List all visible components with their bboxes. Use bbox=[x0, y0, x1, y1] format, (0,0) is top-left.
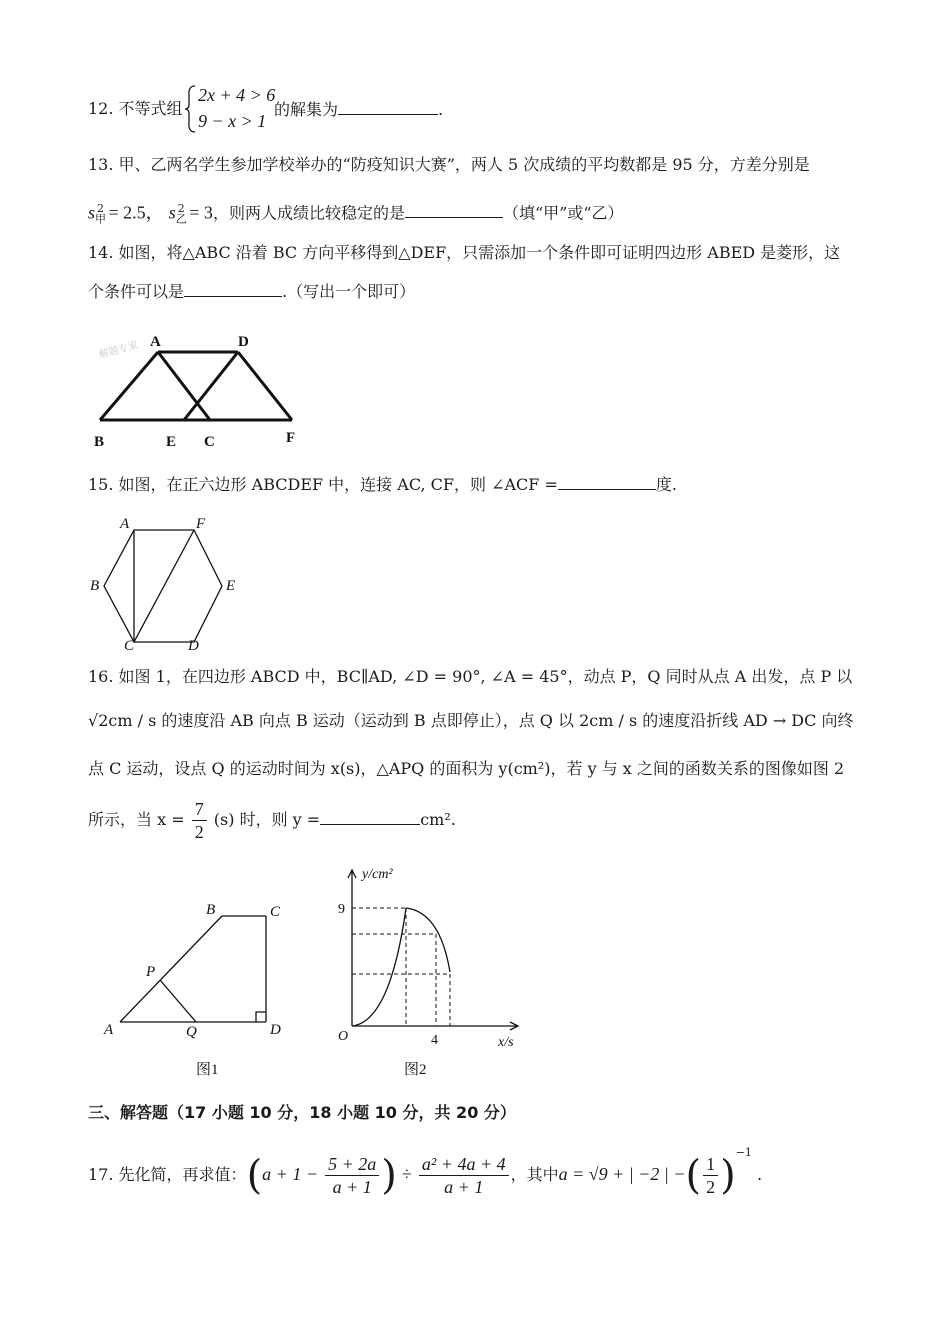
fig1-label-D: D bbox=[270, 1022, 281, 1038]
fig2-y9: 9 bbox=[338, 902, 345, 917]
q12-eq1: 2x + 4 > 6 bbox=[198, 85, 276, 105]
fig1-caption: 图1 bbox=[196, 1062, 219, 1078]
q15-label-B: B bbox=[90, 578, 100, 594]
q15-label-D: D bbox=[188, 638, 199, 654]
q12-text: 12. 不等式组 bbox=[88, 99, 183, 118]
fig1-label-A: A bbox=[104, 1022, 114, 1038]
q13-line2: $s_甲^2 = 2.5$， $s_乙^2 = 3$，则两人成绩比较稳定的是 （填“甲”或“乙） bbox=[88, 202, 624, 226]
q15-hexagon-figure bbox=[88, 512, 248, 654]
fig2-origin: O bbox=[338, 1029, 349, 1044]
q12-answer-blank[interactable] bbox=[338, 98, 438, 115]
q14-line1: 14. 如图，将△ABC 沿着 BC 方向平移得到△DEF，只需添加一个条件即可证明四边形 ABED 是菱形，这 bbox=[88, 243, 841, 262]
q15-label-E: E bbox=[226, 578, 236, 594]
q17-fraction-2: $\frac{\text{a² + 4a + 4}}{a + 1}$ bbox=[419, 1153, 509, 1198]
q15-answer-blank[interactable] bbox=[558, 473, 656, 490]
q17-text: 17. 先化简，再求值：(a + 1 − $\frac{5 + 2a}{a + 1}$ ) ÷ $\frac{\text{a² + 4a + 4}}{a + 1}$ ，其中a = √9 + | −2 | −( $\frac{1}{2}$ )$^{-1}$ . bbox=[88, 1146, 763, 1199]
q16-answer-blank[interactable] bbox=[320, 808, 420, 825]
q15-text: 15. 如图，在正六边形 ABCDEF 中，连接 AC, CF，则 ∠ACF = 度. bbox=[88, 475, 677, 494]
fig2-caption: 图2 bbox=[404, 1062, 427, 1078]
q16-line1: 16. 如图 1，在四边形 ABCD 中，BC∥AD, ∠D = 90°, ∠A = 45°，动点 P，Q 同时从点 A 出发，点 P 以 bbox=[88, 667, 853, 686]
q14-figure bbox=[92, 328, 312, 450]
fig2-x4: 4 bbox=[431, 1033, 438, 1048]
q16-fig1 bbox=[98, 896, 298, 1080]
q14-label-A: A bbox=[150, 334, 161, 350]
q12-eq2: 9 − x > 1 bbox=[198, 111, 267, 131]
q17-fraction-1: $\frac{5 + 2a}{a + 1}$ bbox=[325, 1153, 379, 1198]
q14-label-C: C bbox=[204, 434, 215, 450]
q13-line1: 13. 甲、乙两名学生参加学校举办的“防疫知识大赛”，两人 5 次成绩的平均数都是 95 分，方差分别是 bbox=[88, 155, 810, 174]
section3-heading: 三、解答题（17 小题 10 分，18 小题 10 分，共 20 分） bbox=[88, 1103, 516, 1122]
fig1-label-C: C bbox=[270, 904, 281, 920]
fig2-xlabel: x/s bbox=[498, 1035, 514, 1050]
q15-label-F: F bbox=[196, 516, 206, 532]
fig2-ylabel: y/cm² bbox=[362, 867, 393, 882]
q15-label-A: A bbox=[120, 516, 130, 532]
q15-label-C: C bbox=[124, 638, 135, 654]
fig1-label-Q: Q bbox=[186, 1024, 197, 1040]
q14-watermark: 解题专家 bbox=[97, 339, 140, 361]
q16-line3: 点 C 运动，设点 Q 的运动时间为 x(s)，△APQ 的面积为 y(cm²)，若 y 与 x 之间的函数关系的图像如图 2 bbox=[88, 759, 845, 778]
q17-fraction-3: $\frac{1}{2}$ bbox=[703, 1153, 718, 1198]
fig1-label-P: P bbox=[146, 964, 156, 980]
q16-line2: √2cm / s 的速度沿 AB 向点 B 运动（运动到 B 点即停止），点 Q 以 2cm / s 的速度沿折线 AD → DC 向终 bbox=[88, 711, 854, 730]
q16-line4: 所示，当 x = $\frac{7}{2}$ (s) 时，则 y = cm². bbox=[88, 799, 456, 842]
q14-label-B: B bbox=[94, 434, 105, 450]
q16-fig2 bbox=[320, 862, 530, 1080]
q14-label-E: E bbox=[166, 434, 177, 450]
q13-answer-blank[interactable] bbox=[405, 201, 503, 218]
q16-fraction: $\frac{7}{2}$ bbox=[192, 798, 207, 843]
q14-label-D: D bbox=[238, 334, 249, 350]
q14-line2: 个条件可以是 .（写出一个即可） bbox=[88, 282, 416, 301]
q14-label-F: F bbox=[286, 430, 296, 446]
q12-suffix: 的解集为 . bbox=[274, 100, 444, 119]
q14-answer-blank[interactable] bbox=[184, 280, 282, 297]
fig1-label-B: B bbox=[206, 902, 216, 918]
q12-brace bbox=[183, 84, 197, 134]
